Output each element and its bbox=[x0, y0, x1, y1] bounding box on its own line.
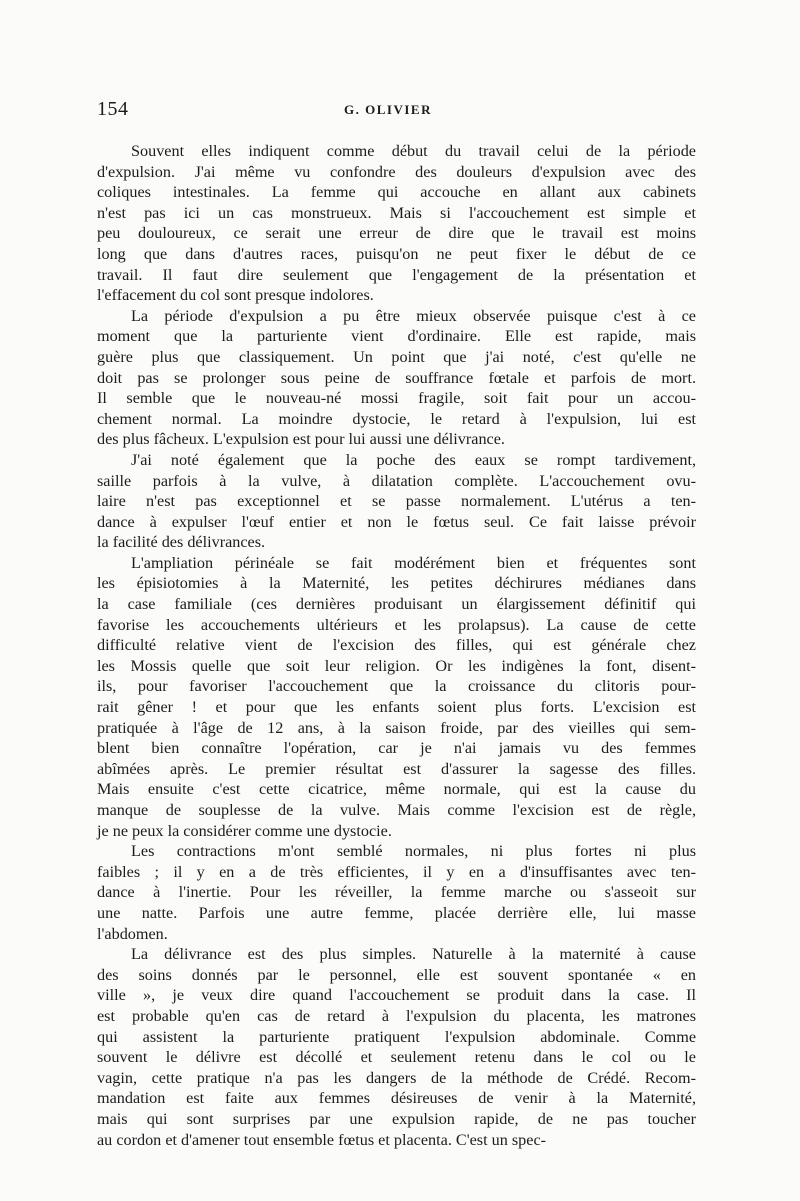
paragraph bbox=[97, 841, 696, 944]
text-line: travail. Il faut dire seulement que l'engagement de la présentation et bbox=[97, 265, 696, 284]
paragraph bbox=[97, 450, 696, 553]
text-line: difficulté relative vient de l'excision des filles, qui est générale chez bbox=[97, 636, 696, 655]
text-line: long que dans d'autres races, puisqu'on ne peut fixer le début de ce bbox=[97, 244, 696, 263]
text-line: je ne peux la considérer comme une dystocie. bbox=[97, 821, 392, 840]
text-line: l'effacement du col sont presque indolores. bbox=[97, 286, 374, 305]
text-line: les épisiotomies à la Maternité, les petites déchirures médianes dans bbox=[97, 574, 696, 593]
running-head: G. OLIVIER bbox=[344, 102, 432, 117]
text-line: Il semble que le nouveau-né mossi fragile, soit fait pour un accou- bbox=[97, 389, 696, 408]
text-line: saille parfois à la vulve, à dilatation complète. L'accouchement ovu- bbox=[97, 471, 696, 490]
text-line: Les contractions m'ont semblé normales, ni plus fortes ni plus bbox=[131, 842, 696, 861]
text-line: rait gêner ! et pour que les enfants soient plus forts. L'excision est bbox=[97, 698, 696, 717]
text-line: coliques intestinales. La femme qui accouche en allant aux cabinets bbox=[97, 183, 696, 202]
text-line: J'ai noté également que la poche des eaux se rompt tardivement, bbox=[131, 450, 696, 469]
text-line: souvent le délivre est décollé et seulement retenu dans le col ou le bbox=[97, 1048, 696, 1067]
text-line: moment que la parturiente vient d'ordinaire. Elle est rapide, mais bbox=[97, 327, 696, 346]
text-line: vagin, cette pratique n'a pas les dangers de la méthode de Crédé. Recom- bbox=[97, 1068, 696, 1087]
text-line: mais qui sont surprises par une expulsion rapide, de ne pas toucher bbox=[97, 1109, 696, 1128]
text-line: qui assistent la parturiente pratiquent l'expulsion abdominale. Comme bbox=[97, 1027, 696, 1046]
text-line: ville », je veux dire quand l'accouchement se produit dans la case. Il bbox=[97, 986, 696, 1005]
text-line: est probable qu'en cas de retard à l'expulsion du placenta, les matrones bbox=[97, 1006, 696, 1025]
text-line: une natte. Parfois une autre femme, placée derrière elle, lui masse bbox=[97, 903, 696, 922]
text-line: n'est pas ici un cas monstrueux. Mais si l'accouchement est simple et bbox=[97, 203, 696, 222]
text-line: dance à expulser l'œuf entier et non le fœtus seul. Ce fait laisse prévoir bbox=[97, 512, 696, 531]
text-line: manque de souplesse de la vulve. Mais comme l'excision est de règle, bbox=[97, 801, 696, 819]
text-line: des soins donnés par le personnel, elle est souvent spontanée « en bbox=[97, 965, 696, 984]
text-line: mandation est faite aux femmes désireuses de venir à la Maternité, bbox=[97, 1089, 696, 1108]
text-line: Mais ensuite c'est cette cicatrice, même normale, qui est la cause du bbox=[97, 780, 696, 799]
text-line: Souvent elles indiquent comme début du travail celui de la période bbox=[131, 142, 696, 160]
text-line: au cordon et d'amener tout ensemble fœtus et placenta. C'est un spec- bbox=[97, 1130, 547, 1149]
paragraph bbox=[97, 306, 696, 450]
text-line: dance à l'inertie. Pour les réveiller, la femme marche ou s'asseoit sur bbox=[97, 883, 696, 902]
text-line: peu douloureux, ce serait une erreur de dire que le travail est moins bbox=[97, 224, 696, 243]
paragraph bbox=[97, 944, 696, 1150]
text-line: d'expulsion. J'ai même vu confondre des douleurs d'expulsion avec des bbox=[97, 162, 696, 181]
body-text bbox=[97, 141, 696, 1150]
paragraph bbox=[97, 553, 696, 841]
text-line: La délivrance est des plus simples. Naturelle à la maternité à cause bbox=[131, 945, 696, 964]
text-line: pratiquée à l'âge de 12 ans, à la saison froide, par des vieilles qui sem- bbox=[97, 718, 696, 737]
text-line: la facilité des délivrances. bbox=[97, 533, 266, 552]
text-line: blent bien connaître l'opération, car je n'ai jamais vu des femmes bbox=[97, 739, 696, 758]
text-line: des plus fâcheux. L'expulsion est pour lui aussi une délivrance. bbox=[97, 430, 505, 449]
text-line: ils, pour favoriser l'accouchement que la croissance du clitoris pour- bbox=[97, 677, 696, 696]
text-line: laire n'est pas exceptionnel et se passe normalement. L'utérus a ten- bbox=[97, 492, 696, 511]
text-line: les Mossis quelle que soit leur religion. Or les indigènes la font, disent- bbox=[97, 656, 696, 675]
page-header bbox=[97, 98, 697, 124]
text-line: L'ampliation périnéale se fait modérément bien et fréquentes sont bbox=[131, 553, 696, 572]
text-line: l'abdomen. bbox=[97, 924, 168, 943]
paragraph bbox=[97, 141, 696, 306]
text-line: la case familiale (ces dernières produisant un élargissement définitif qui bbox=[97, 595, 696, 614]
text-line: favorise les accouchements ultérieurs et les prolapsus). La cause de cette bbox=[97, 615, 696, 634]
text-line: abîmées après. Le premier résultat est d'assurer la sagesse des filles. bbox=[97, 759, 696, 778]
page-number: 154 bbox=[97, 98, 129, 120]
text-line: La période d'expulsion a pu être mieux observée puisque c'est à ce bbox=[131, 306, 696, 325]
text-line: doit pas se prolonger sous peine de souffrance fœtale et parfois de mort. bbox=[97, 368, 696, 387]
text-line: faibles ; il y en a de très efficientes, il y en a d'insuffisantes avec ten- bbox=[97, 862, 696, 881]
text-line: guère plus que classiquement. Un point que j'ai noté, c'est qu'elle ne bbox=[97, 347, 696, 366]
text-line: chement normal. La moindre dystocie, le retard à l'expulsion, lui est bbox=[97, 409, 696, 428]
